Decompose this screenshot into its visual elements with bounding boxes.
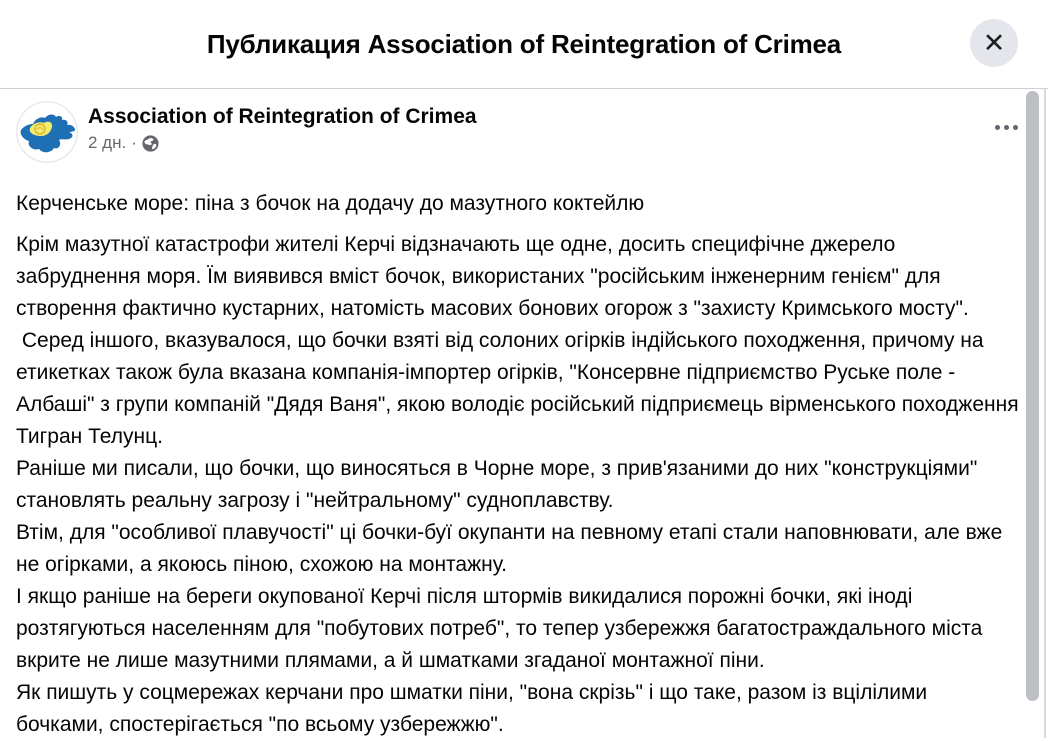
post-paragraph: Як пишуть у соцмережах керчани про шматки піни, "вона скрізь" і що таке, разом із вцілілими бочками, спостерігається "по всьому узбережжю".: [16, 681, 933, 736]
crimea-map-avatar-image: [16, 101, 78, 163]
close-icon: ✕: [982, 27, 1006, 58]
post-text: [16, 188, 1025, 741]
post-paragraph: Раніше ми писали, що бочки, що виносяться в Чорне море, з прив'язаними до них "конструкціями" становлять реальну загрозу і "нейтральному" судноплавству.: [16, 457, 984, 512]
post-meta: [88, 133, 477, 153]
scrollbar-thumb[interactable]: [1026, 91, 1039, 701]
post-paragraph: Крім мазутної катастрофи жителі Керчі відзначають ще одне, досить специфічне джерело забруднення моря. Їм виявився вміст бочок, використаних "російським інженерним генієм" для створення фактично кустарних, натомість масових бонових огорож з "захисту Кримського мосту".: [16, 233, 969, 320]
scrollbar-track[interactable]: [1024, 89, 1042, 738]
globe-icon: [142, 135, 159, 152]
modal-title: Публикация Association of Reintegration of Crimea: [206, 28, 842, 59]
close-button[interactable]: [970, 19, 1018, 67]
author-name-link[interactable]: Association of Reintegration of Crimea: [88, 105, 477, 128]
more-options-button[interactable]: [985, 115, 1028, 140]
post-paragraph: Керченське море: піна з бочок на додачу до мазутного коктейлю: [16, 192, 645, 215]
timestamp-link[interactable]: 2 дн.: [88, 133, 127, 153]
avatar[interactable]: [16, 101, 78, 163]
post-content-area: [0, 89, 1048, 741]
meta-separator: ·: [131, 133, 137, 153]
more-options-icon: [995, 125, 1000, 130]
post-header: [16, 101, 1020, 167]
post-paragraph: І якщо раніше на береги окупованої Керчі після штормів викидалися порожні бочки, які іноді розтягуються населенням для "побутових потреб", то тепер узбережжя багатостраждального міста вкрите не лише мазутними плямами, а й шматками згаданої монтажної піни.: [16, 585, 989, 672]
post-paragraph: Втім, для "особливої плавучості" ці бочки-буї окупанти на певному етапі стали наповнювати, але вже не огірками, а якоюсь піною, схожою на монтажну.: [16, 521, 1009, 576]
author-block: [88, 101, 477, 153]
post-paragraph: Серед іншого, вказувалося, що бочки взяті від солоних огірків індійського походження, причому на етикетках також була вказана компанія-імпортер огірків, "Консервне підприємство Руське поле - Албаші" з групи компаній "Дядя Ваня", якою володіє російський підприємець вірменського походження Тигран Телунц.: [16, 329, 1025, 448]
modal-header: [0, 0, 1048, 89]
content-right-border: [1044, 89, 1046, 738]
